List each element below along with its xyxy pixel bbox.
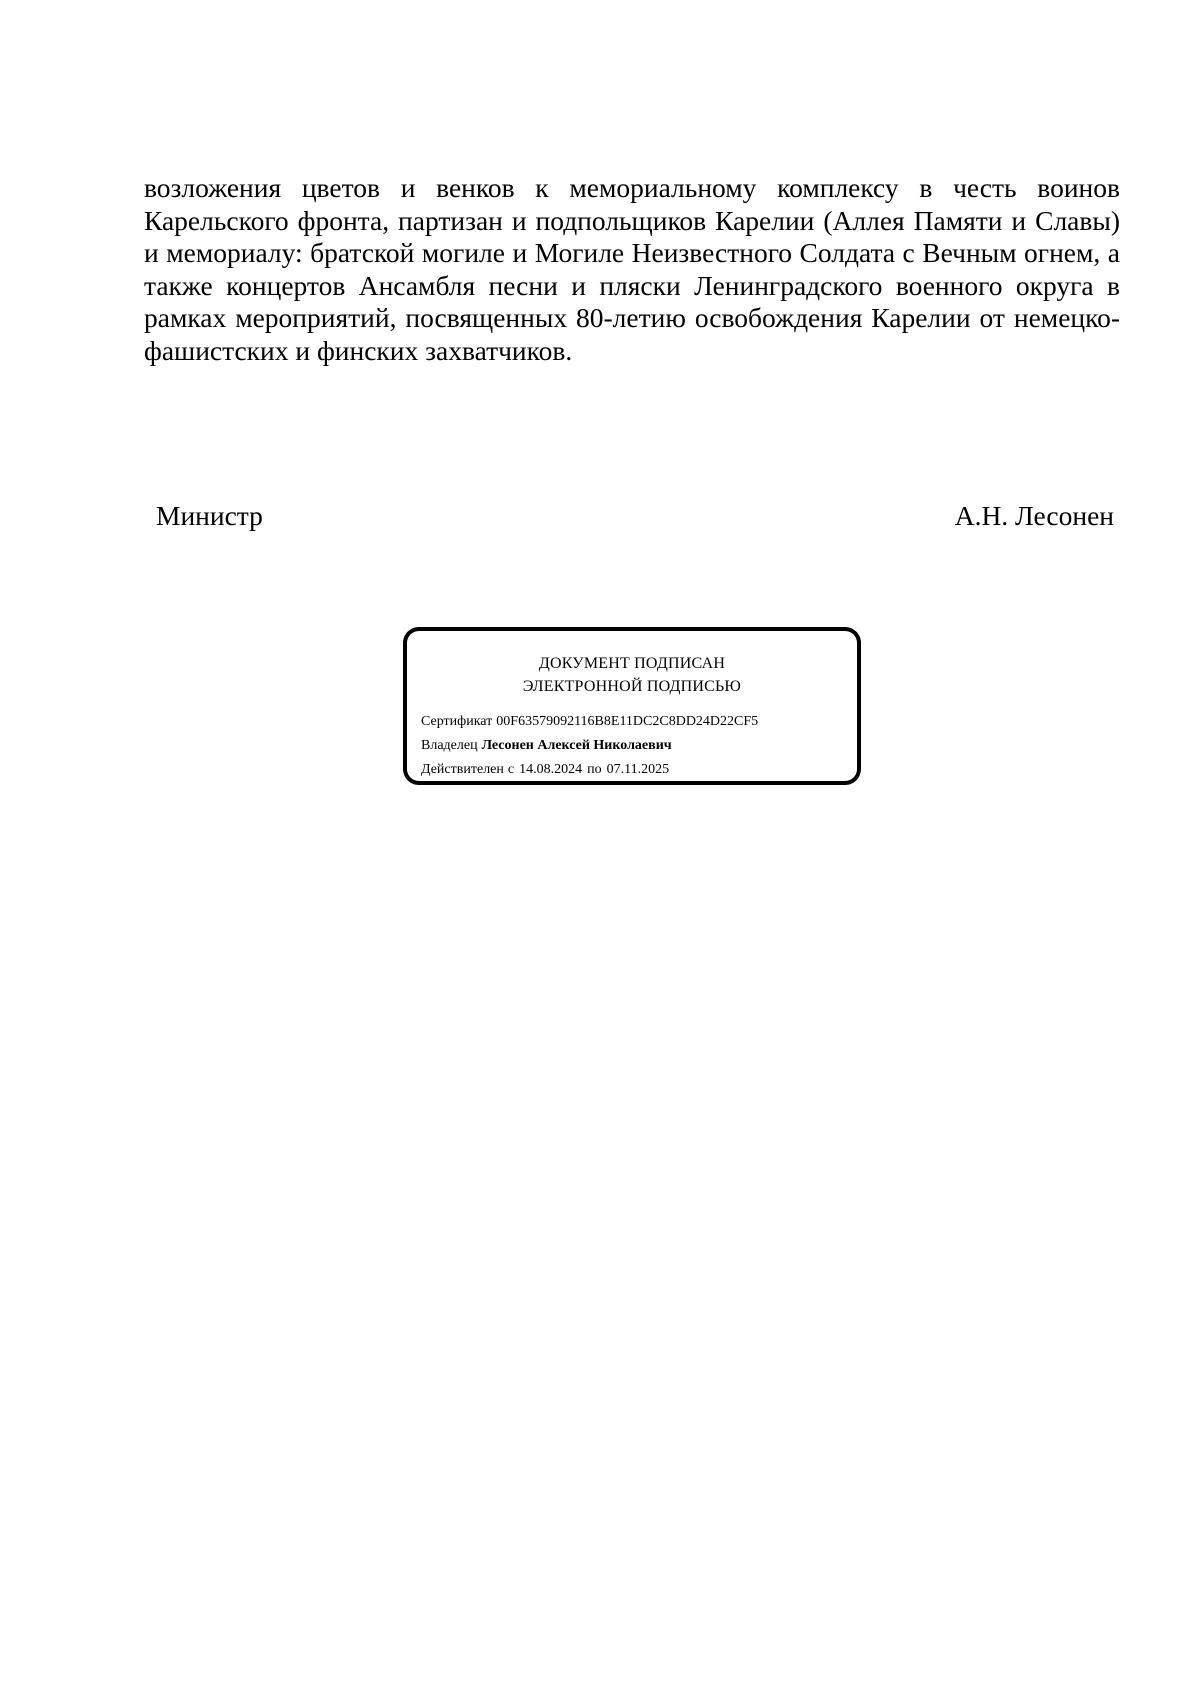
valid-to-prefix: по (587, 762, 602, 777)
stamp-heading (407, 652, 857, 698)
valid-from-date: 14.08.2024 (519, 762, 583, 777)
certificate-row (421, 710, 851, 734)
certificate-label: Сертификат (421, 714, 493, 729)
stamp-heading-line-1: ДОКУМЕНТ ПОДПИСАН (538, 655, 726, 672)
validity-row (421, 758, 851, 782)
electronic-signature-stamp (403, 627, 861, 785)
owner-row (421, 734, 851, 758)
valid-from-prefix: с (507, 762, 515, 777)
signature-block (144, 498, 1114, 534)
stamp-details (421, 710, 851, 782)
owner-label: Владелец (421, 738, 478, 753)
signer-name: А.Н. Лесонен (954, 500, 1114, 531)
valid-label: Действителен (421, 762, 504, 777)
stamp-heading-line-2: ЭЛЕКТРОННОЙ ПОДПИСЬЮ (522, 678, 742, 695)
signer-position: Министр (156, 500, 263, 531)
owner-value: Лесонен Алексей Николаевич (481, 738, 672, 753)
valid-to-date: 07.11.2025 (606, 762, 670, 777)
certificate-value: 00F63579092116B8E11DC2C8DD24D22CF5 (496, 714, 759, 729)
body-paragraph: возложения цветов и венков к мемориальному комплексу в честь воинов Карельского фронта, партизан и подпольщиков Карелии (Аллея Памяти и Славы) и мемориалу: братской могиле и Могиле Неизвестного Солдата с Вечным огнем, а также концертов Ансамбля песни и пляски Ленинградского военного округа в рамках мероприятий, посвященных 80-летию освобождения Карелии от немецко-фашистских и финских захватчиков. (144, 172, 1120, 366)
